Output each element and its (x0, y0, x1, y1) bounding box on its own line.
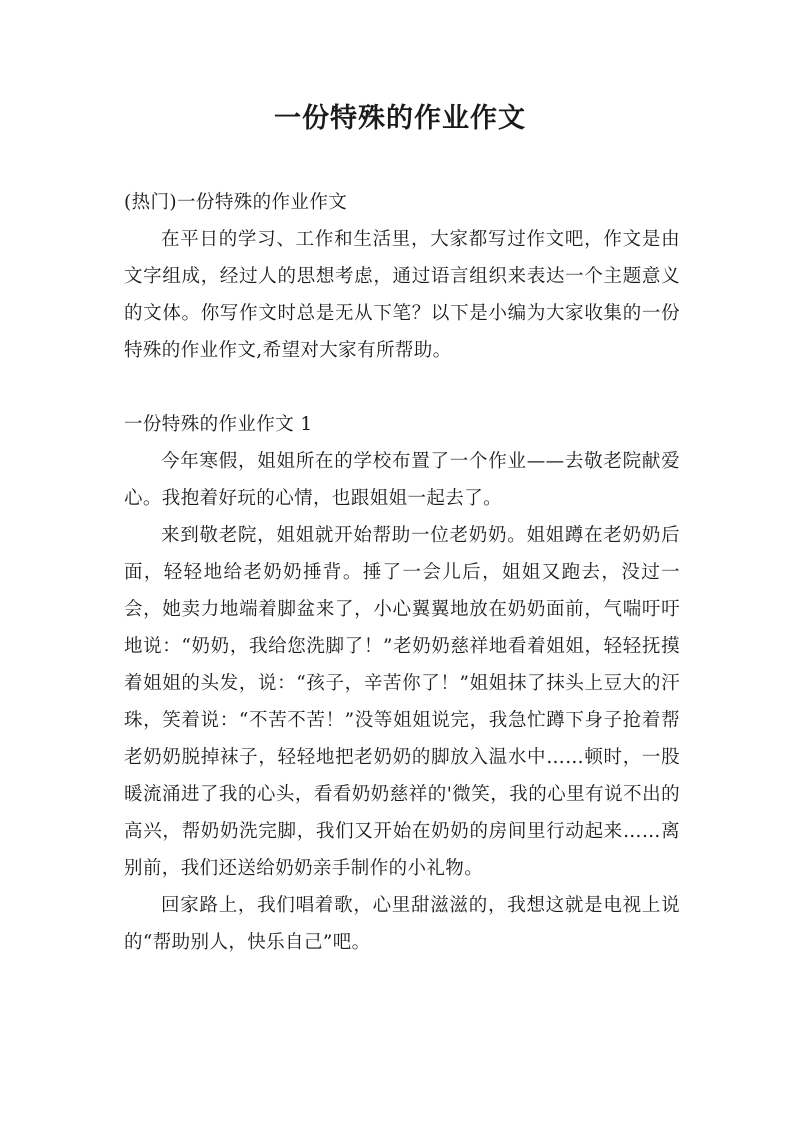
document-subtitle: (热门)一份特殊的作业作文 (124, 192, 348, 213)
body-paragraph: 来到敬老院，姐姐就开始帮助一位老奶奶。姐姐蹲在老奶奶后面，轻轻地给老奶奶捶背。捶了一会儿后，姐姐又跑去，没过一会，她卖力地端着脚盆来了，小心翼翼地放在奶奶面前，气喘吁吁地说：“奶奶，我给您洗脚了！”老奶奶慈祥地看着姐姐，轻轻抚摸着姐姐的头发，说：“孩子，辛苦你了！”姐姐抹了抹头上豆大的汗珠，笑着说：“不苦不苦！”没等姐姐说完，我急忙蹲下身子抢着帮老奶奶脱掉袜子，轻轻地把老奶奶的脚放入温水中……顿时，一股暖流涌进了我的心头，看看奶奶慈祥的'微笑，我的心里有说不出的高兴，帮奶奶洗完脚，我们又开始在奶奶的房间里行动起来……离别前，我们还送给奶奶亲手制作的小礼物。 (124, 525, 680, 879)
paragraph-spacer (124, 369, 680, 406)
document-body (124, 184, 680, 961)
body-paragraph: 今年寒假，姐姐所在的学校布置了一个作业——去敬老院献爱心。我抱着好玩的心情，也跟姐姐一起去了。 (124, 451, 680, 509)
section-heading: 一份特殊的作业作文 1 (124, 414, 313, 435)
intro-paragraph: 在平日的学习、工作和生活里，大家都写过作文吧，作文是由文字组成，经过人的思想考虑，通过语言组织来表达一个主题意义的文体。你写作文时总是无从下笔？以下是小编为大家收集的一份特殊的作业作文,希望对大家有所帮助。 (124, 229, 680, 361)
body-paragraph: 回家路上，我们唱着歌，心里甜滋滋的，我想这就是电视上说的“帮助别人，快乐自己”吧。 (124, 895, 680, 953)
document-title: 一份特殊的作业作文 (274, 103, 526, 134)
